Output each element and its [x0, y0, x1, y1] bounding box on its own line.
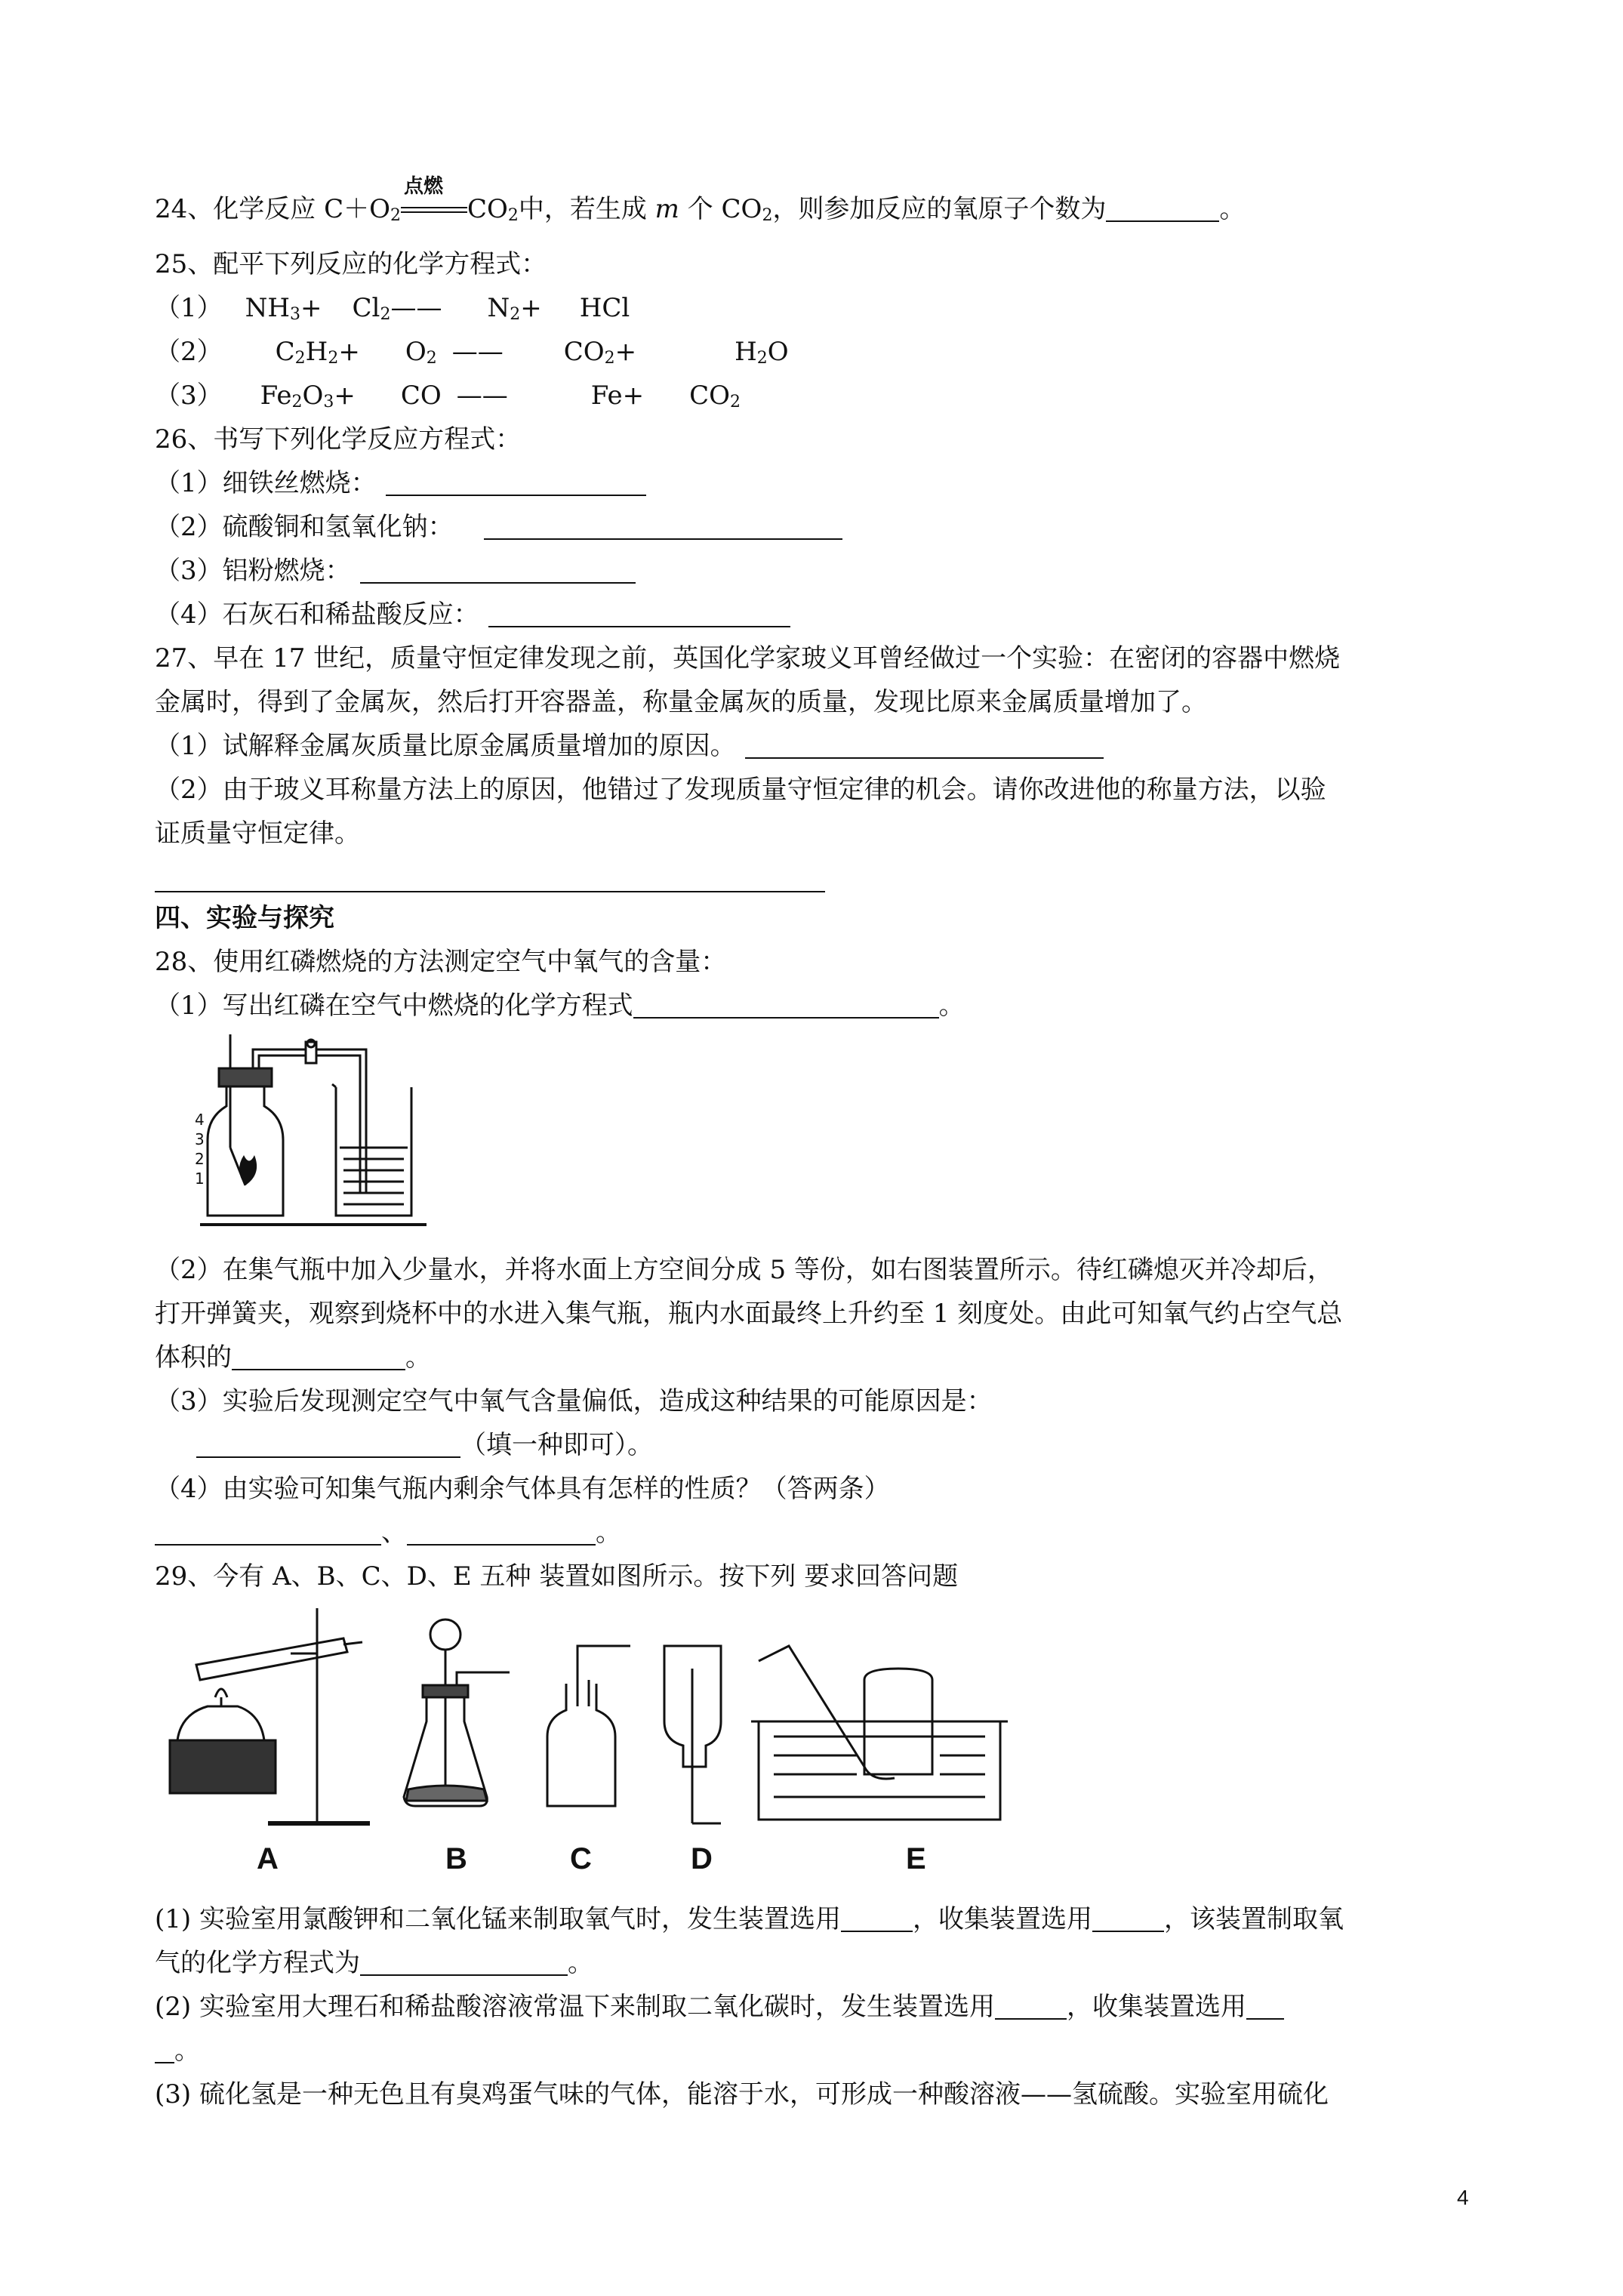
answer-blank[interactable] [484, 513, 842, 540]
q29-sub-2-line-1: (2) 实验室用大理石和稀盐酸溶液常温下来制取二氧化碳时，发生装置选用 ，收集装置选用 [155, 1990, 1284, 2023]
q28-sub-4-line-1: （4）由实验可知集气瓶内剩余气体具有怎样的性质？（答两条） [155, 1474, 890, 1504]
q28-sub-2-line-1: （2）在集气瓶中加入少量水，并将水面上方空间分成 5 等份，如右图装置所示。待红磷熄灭并冷却后， [155, 1255, 1333, 1285]
scale-marks: 4 3 2 1 [195, 1111, 205, 1188]
answer-blank[interactable] [995, 1992, 1067, 2020]
answer-blank[interactable] [360, 1949, 568, 1976]
q29-sub-2-line-2: 。 [155, 2034, 200, 2067]
apparatus-label-d: D [691, 1842, 713, 1875]
q29-sub-1-line-1: (1) 实验室用氯酸钾和二氧化锰来制取氧气时，发生装置选用 ，收集装置选用 ，该装置制取氧 [155, 1904, 1344, 1934]
answer-blank[interactable] [745, 732, 1104, 759]
q27-sub-2-line-1: （2）由于玻义耳称量方法上的原因，他错过了发现质量守恒定律的机会。请你改进他的称量方法，以验 [155, 775, 1326, 805]
answer-blank[interactable] [1106, 195, 1219, 222]
q28-sub-3-line-1: （3）实验后发现测定空气中氧气含量偏低，造成这种结果的可能原因是： [155, 1386, 993, 1416]
answer-blank[interactable] [407, 1518, 596, 1546]
answer-blank[interactable] [155, 2036, 174, 2063]
answer-blank[interactable] [386, 469, 646, 496]
answer-blank[interactable] [155, 1518, 381, 1546]
q25-title: 25、配平下列反应的化学方程式： [155, 249, 547, 279]
answer-blank[interactable] [196, 1431, 460, 1458]
answer-blank[interactable] [360, 556, 636, 584]
q27-sub-2-line-2: 证质量守恒定律。 [155, 818, 360, 849]
q29-sub-1-line-2: 气的化学方程式为 。 [155, 1948, 593, 1978]
red-phosphorus-apparatus-figure [192, 1034, 434, 1231]
q27-line-1: 27、早在 17 世纪，质量守恒定律发现之前，英国化学家玻义耳曾经做过一个实验：在密闭的容器中燃烧 [155, 643, 1341, 673]
q26-item-4: （4）石灰石和稀盐酸反应： [155, 598, 790, 631]
q25-reaction-2: （2） $C_2H_2+ O_2$ —— $CO_2+ H_2O$ [155, 337, 789, 368]
q26-item-3: （3）铝粉燃烧： [155, 554, 636, 587]
q26-item-1: （1）细铁丝燃烧： [155, 467, 646, 500]
q29-title: 29、今有 A、B、C、D、E 五种 装置如图所示。按下列 要求回答问题 [155, 1561, 959, 1592]
gas-apparatus-figure [155, 1608, 1046, 1842]
apparatus-label-a: A [257, 1842, 279, 1875]
answer-blank[interactable] [1092, 1905, 1164, 1932]
answer-blank[interactable] [841, 1905, 913, 1932]
q28-sub-3-line-2: （填一种即可）。 [155, 1428, 653, 1462]
q26-item-2: （2）硫酸铜和氢氧化钠： [155, 510, 842, 544]
q26-title: 26、书写下列化学反应方程式： [155, 424, 522, 455]
q28-title: 28、使用红磷燃烧的方法测定空气中氧气的含量： [155, 947, 727, 977]
q27-sub-1: （1）试解释金属灰质量比原金属质量增加的原因。 [155, 729, 1104, 763]
apparatus-label-c: C [570, 1842, 592, 1875]
answer-blank[interactable] [232, 1343, 405, 1370]
apparatus-label-b: B [445, 1842, 467, 1875]
section-heading: 四、实验与探究 [155, 903, 334, 933]
q24-line: 24、化学反应 $C+O_2$ 点燃 $CO_2$中，若生成 m 个 $CO_2$，则参加反应的氧原子个数为 。 [155, 175, 1246, 225]
reaction-condition: 点燃 [401, 193, 467, 226]
q28-sub-2-line-3: 体积的 。 [155, 1342, 431, 1373]
answer-blank[interactable] [1246, 1992, 1284, 2020]
q25-reaction-1: （1） $NH_3+$ $Cl_2——$ $N_2+$ HCl [155, 293, 630, 324]
q25-reaction-3: （3） $Fe_2O_3+$ CO —— $Fe+ CO_2$ [155, 381, 741, 411]
q29-sub-3-line-1: (3) 硫化氢是一种无色且有臭鸡蛋气味的气体，能溶于水，可形成一种酸溶液——氢硫酸。实验室用硫化 [155, 2079, 1329, 2110]
q27-line-2: 金属时，得到了金属灰，然后打开容器盖，称量金属灰的质量，发现比原来金属质量增加了。 [155, 687, 1207, 717]
page-number: 4 [1457, 2186, 1469, 2209]
apparatus-label-e: E [906, 1842, 926, 1875]
answer-blank[interactable] [488, 600, 790, 627]
q28-sub-1: （1）写出红磷在空气中燃烧的化学方程式 。 [155, 991, 965, 1021]
q27-answer-line[interactable] [155, 891, 825, 892]
answer-blank[interactable] [633, 991, 939, 1019]
q28-sub-4-line-2: 、 。 [155, 1516, 621, 1549]
q28-sub-2-line-2: 打开弹簧夹，观察到烧杯中的水进入集气瓶，瓶内水面最终上升约至 1 刻度处。由此可知氧气约占空气总 [155, 1299, 1343, 1329]
